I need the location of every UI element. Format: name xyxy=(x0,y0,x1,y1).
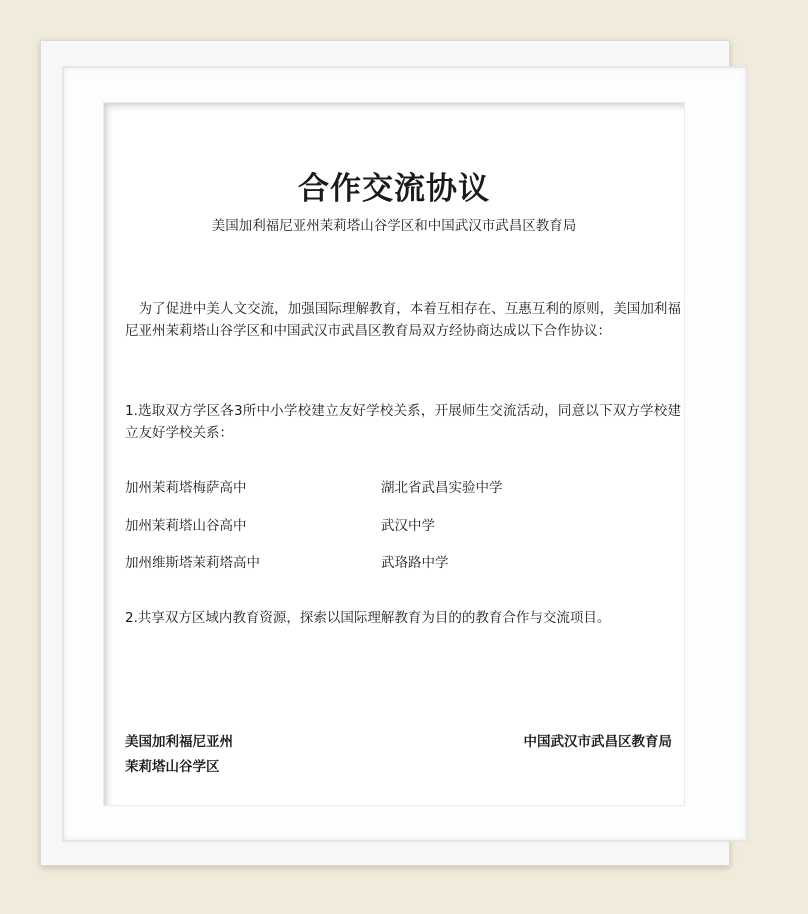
agreement-title: 合作交流协议 xyxy=(298,171,490,207)
cn-school-3: 武珞路中学 xyxy=(381,555,449,571)
agreement-subtitle: 美国加利福尼亚州茉莉塔山谷学区和中国武汉市武昌区教育局 xyxy=(211,218,577,234)
signatory-left xyxy=(125,730,233,780)
us-school-1: 加州茉莉塔梅萨高中 xyxy=(125,480,247,496)
us-school-2: 加州茉莉塔山谷高中 xyxy=(125,518,247,534)
signatory-left-line-2: 茉莉塔山谷学区 xyxy=(125,759,220,775)
clause-1: 1.选取双方学区各3所中小学校建立友好学校关系，开展师生交流活动，同意以下双方学校建立友好学校关系： xyxy=(125,403,681,441)
agreement-paper xyxy=(104,103,684,805)
intro-paragraph: 为了促进中美人文交流，加强国际理解教育，本着互相存在、互惠互利的原则，美国加利福尼亚州茉莉塔山谷学区和中国武汉市武昌区教育局双方经协商达成以下合作协议： xyxy=(125,301,681,339)
clause-2: 2.共享双方区域内教育资源，探索以国际理解教育为目的的教育合作与交流项目。 xyxy=(125,610,611,626)
cn-school-1: 湖北省武昌实验中学 xyxy=(381,480,503,496)
signatory-left-line-1: 美国加利福尼亚州 xyxy=(125,734,233,750)
signatory-right: 中国武汉市武昌区教育局 xyxy=(523,734,672,750)
cn-school-2: 武汉中学 xyxy=(381,518,435,534)
us-school-3: 加州维斯塔茉莉塔高中 xyxy=(125,555,260,571)
